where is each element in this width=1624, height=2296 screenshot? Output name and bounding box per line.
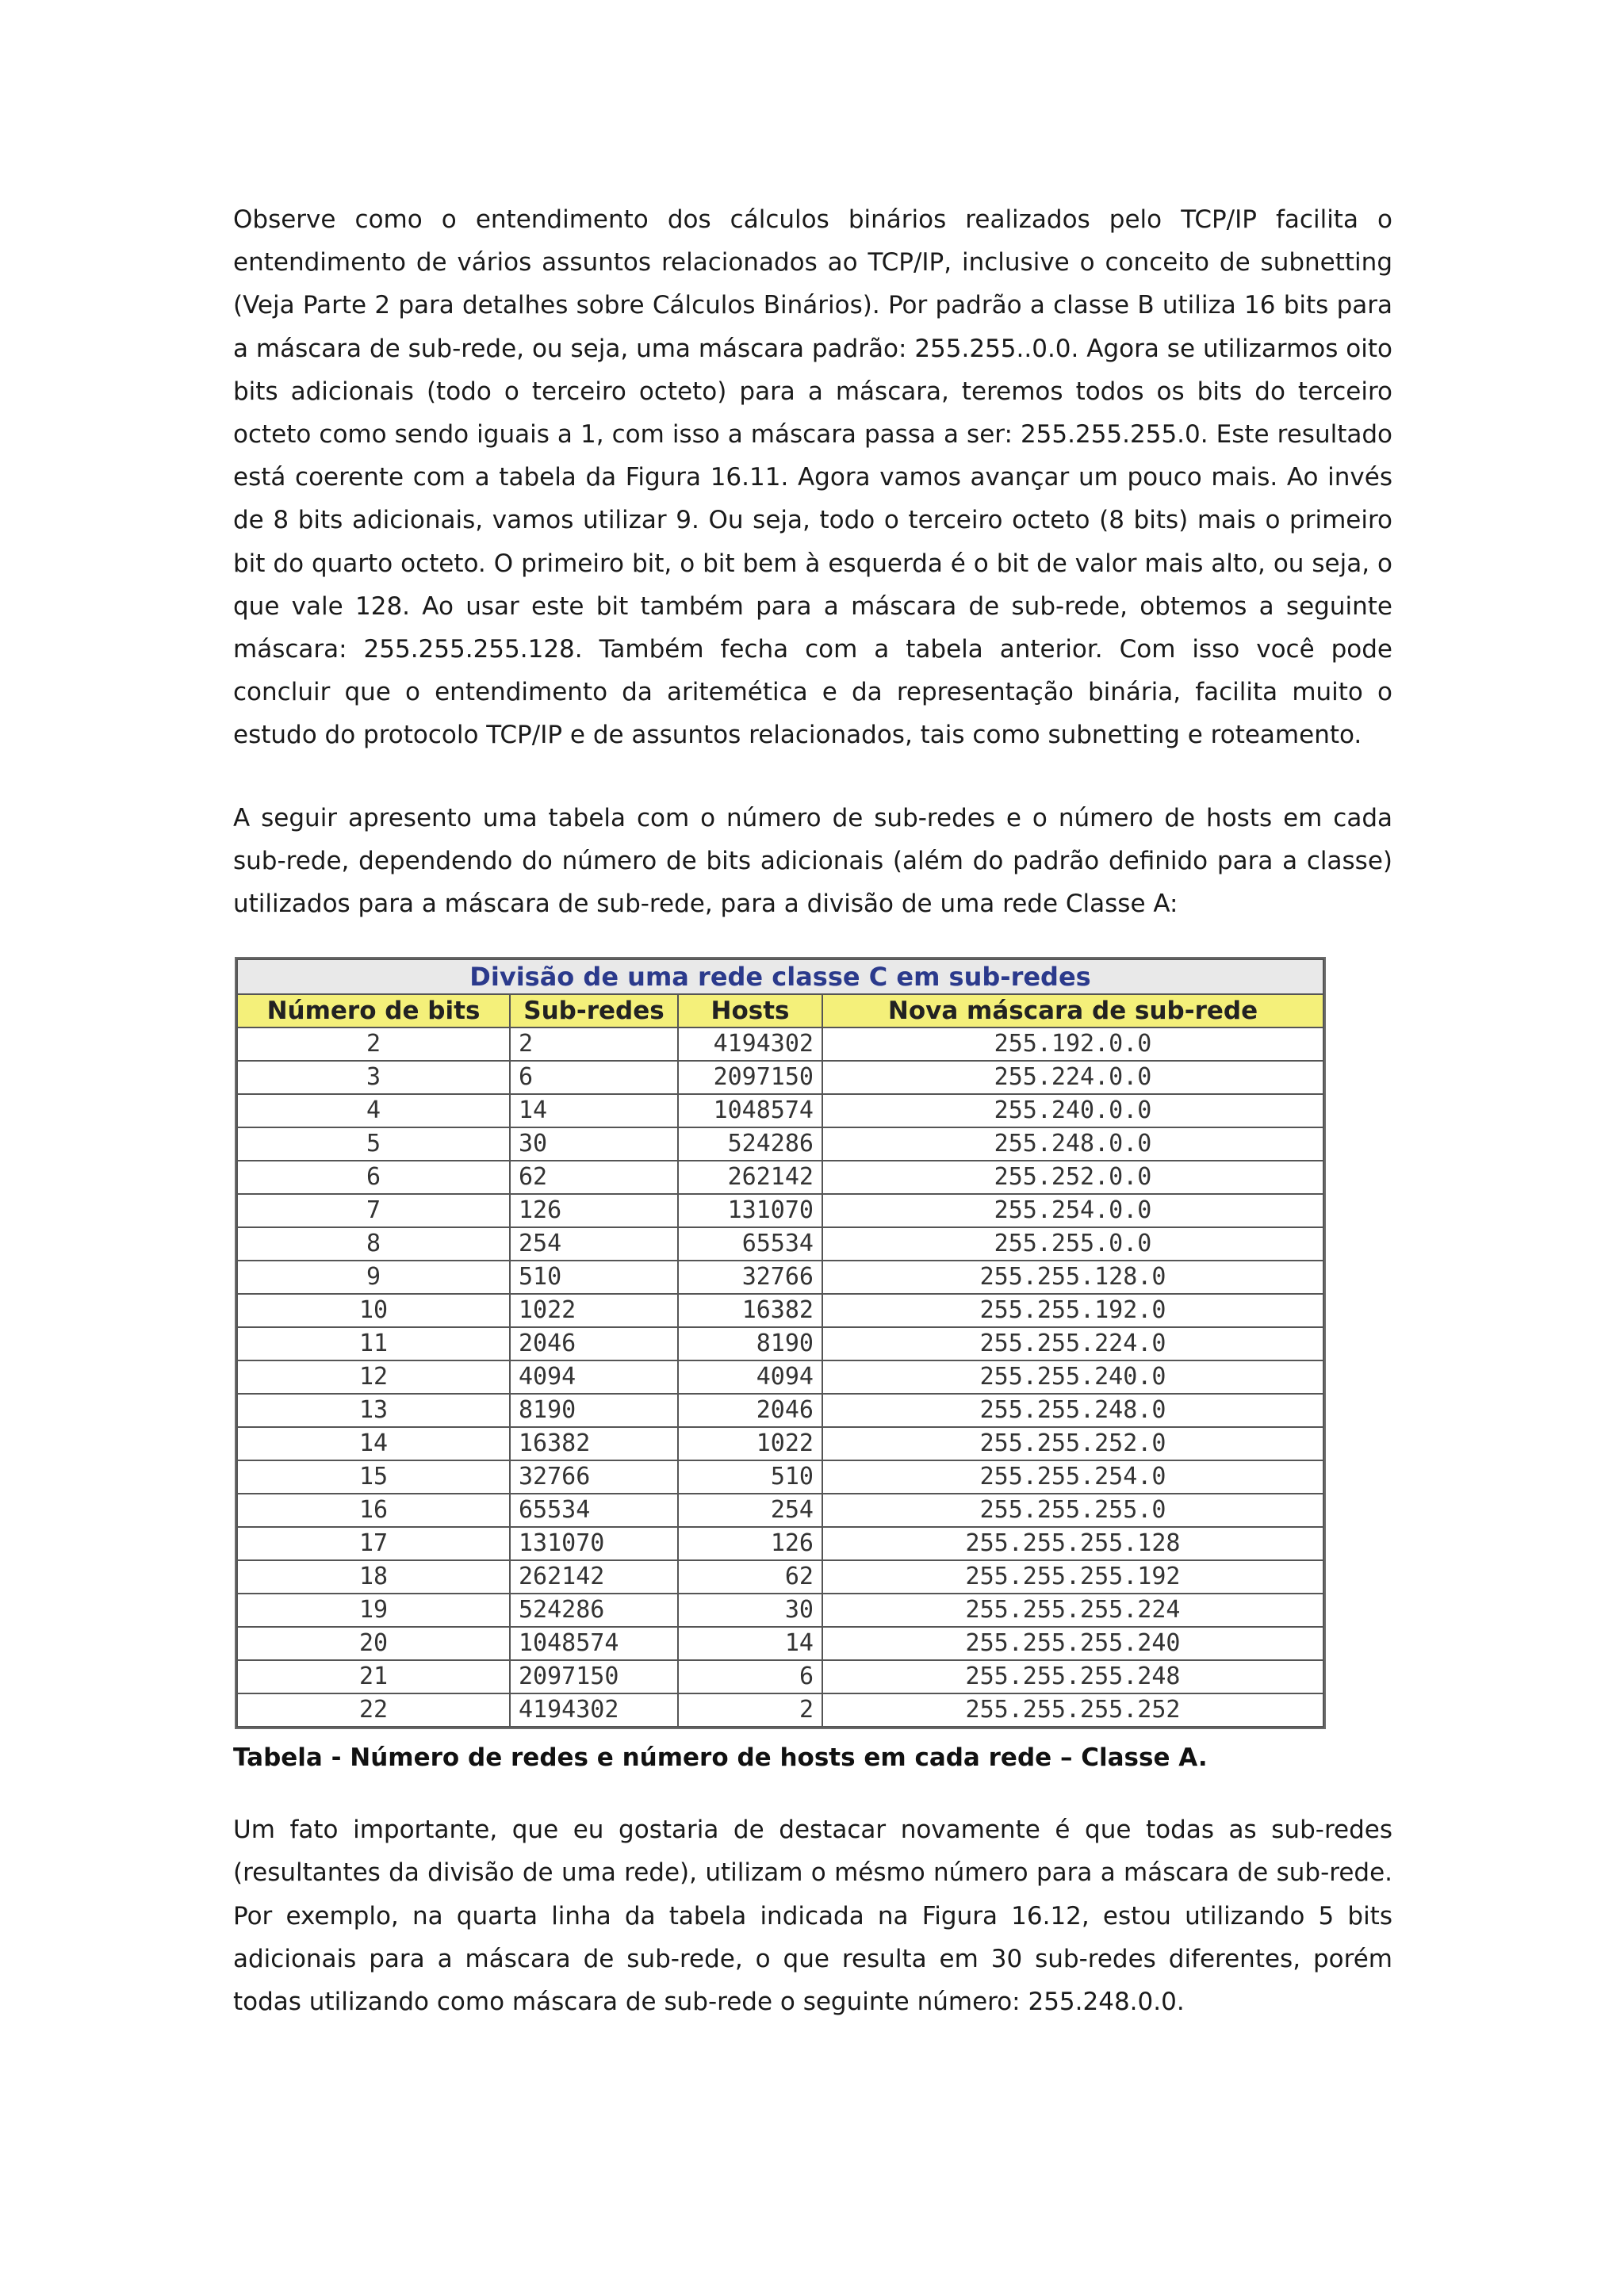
table-row — [237, 1327, 1323, 1360]
cell-subnets: 62 — [510, 1161, 678, 1194]
cell-subnets: 4194302 — [510, 1693, 678, 1727]
table-row — [237, 1527, 1323, 1560]
table-row — [237, 1560, 1323, 1594]
cell-hosts: 1022 — [678, 1427, 822, 1460]
cell-subnets: 2046 — [510, 1327, 678, 1360]
cell-subnets: 6 — [510, 1061, 678, 1094]
table-row — [237, 1027, 1323, 1061]
document-page — [233, 198, 1392, 2023]
cell-bits: 8 — [237, 1227, 510, 1261]
header-hosts: Hosts — [678, 994, 822, 1027]
cell-mask: 255.255.128.0 — [822, 1261, 1323, 1294]
cell-subnets: 2 — [510, 1027, 678, 1061]
table-row — [237, 1194, 1323, 1227]
cell-subnets: 262142 — [510, 1560, 678, 1594]
cell-hosts: 1048574 — [678, 1094, 822, 1127]
cell-mask: 255.255.255.128 — [822, 1527, 1323, 1560]
cell-bits: 16 — [237, 1494, 510, 1527]
table-row — [237, 1360, 1323, 1394]
cell-subnets: 131070 — [510, 1527, 678, 1560]
table-row — [237, 1294, 1323, 1327]
table-row — [237, 1261, 1323, 1294]
cell-mask: 255.255.224.0 — [822, 1327, 1323, 1360]
header-mask: Nova máscara de sub-rede — [822, 994, 1323, 1027]
cell-hosts: 131070 — [678, 1194, 822, 1227]
cell-bits: 17 — [237, 1527, 510, 1560]
cell-subnets: 8190 — [510, 1394, 678, 1427]
cell-bits: 21 — [237, 1660, 510, 1693]
table-caption: Tabela - Número de redes e número de hosts em cada rede – Classe A. — [233, 1743, 1208, 1773]
cell-bits: 3 — [237, 1061, 510, 1094]
table-row — [237, 1693, 1323, 1727]
cell-bits: 5 — [237, 1127, 510, 1161]
cell-subnets: 1048574 — [510, 1627, 678, 1660]
cell-bits: 4 — [237, 1094, 510, 1127]
cell-subnets: 126 — [510, 1194, 678, 1227]
cell-bits: 15 — [237, 1460, 510, 1494]
cell-hosts: 65534 — [678, 1227, 822, 1261]
cell-mask: 255.255.255.248 — [822, 1660, 1323, 1693]
paragraph-conclusion: Um fato importante, que eu gostaria de destacar novamente é que todas as sub-redes (resultantes da divisão de uma rede), utilizam o mésmo número para a máscara de sub-rede. Por exemplo, na quarta linha da tabela indicada na Figura 16.12, estou utilizando 5 bits adicionais para a máscara de sub-rede, o que resulta em 30 sub-redes diferentes, porém todas utilizando como máscara de sub-rede o seguinte número: 255.248.0.0. — [233, 1816, 1392, 2017]
cell-subnets: 14 — [510, 1094, 678, 1127]
cell-mask: 255.255.254.0 — [822, 1460, 1323, 1494]
table-header-row — [237, 994, 1323, 1027]
cell-subnets: 254 — [510, 1227, 678, 1261]
cell-bits: 18 — [237, 1560, 510, 1594]
table-row — [237, 1394, 1323, 1427]
cell-subnets: 524286 — [510, 1594, 678, 1627]
cell-mask: 255.255.0.0 — [822, 1227, 1323, 1261]
cell-mask: 255.240.0.0 — [822, 1094, 1323, 1127]
cell-mask: 255.255.255.252 — [822, 1693, 1323, 1727]
cell-mask: 255.254.0.0 — [822, 1194, 1323, 1227]
cell-hosts: 4094 — [678, 1360, 822, 1394]
table-row — [237, 1460, 1323, 1494]
cell-hosts: 262142 — [678, 1161, 822, 1194]
cell-mask: 255.255.192.0 — [822, 1294, 1323, 1327]
cell-bits: 2 — [237, 1027, 510, 1061]
cell-mask: 255.224.0.0 — [822, 1061, 1323, 1094]
cell-subnets: 4094 — [510, 1360, 678, 1394]
paragraph-table-intro: A seguir apresento uma tabela com o número de sub-redes e o número de hosts em cada sub-rede, dependendo do número de bits adicionais (além do padrão definido para a classe) utilizados para a máscara de sub-rede, para a divisão de uma rede Classe A: — [233, 803, 1392, 919]
table-row — [237, 1061, 1323, 1094]
cell-hosts: 126 — [678, 1527, 822, 1560]
cell-bits: 19 — [237, 1594, 510, 1627]
cell-mask: 255.252.0.0 — [822, 1161, 1323, 1194]
cell-hosts: 2097150 — [678, 1061, 822, 1094]
table-title: Divisão de uma rede classe C em sub-redes — [236, 959, 1324, 993]
cell-hosts: 16382 — [678, 1294, 822, 1327]
cell-bits: 9 — [237, 1261, 510, 1294]
cell-bits: 14 — [237, 1427, 510, 1460]
cell-hosts: 6 — [678, 1660, 822, 1693]
cell-hosts: 62 — [678, 1560, 822, 1594]
table-row — [237, 1594, 1323, 1627]
cell-mask: 255.255.255.0 — [822, 1494, 1323, 1527]
cell-mask: 255.255.255.240 — [822, 1627, 1323, 1660]
subnet-table-figure — [235, 957, 1326, 1729]
cell-subnets: 65534 — [510, 1494, 678, 1527]
table-row — [237, 1127, 1323, 1161]
cell-mask: 255.255.240.0 — [822, 1360, 1323, 1394]
cell-subnets: 32766 — [510, 1460, 678, 1494]
table-row — [237, 1427, 1323, 1460]
table-row — [237, 1660, 1323, 1693]
cell-hosts: 524286 — [678, 1127, 822, 1161]
cell-subnets: 30 — [510, 1127, 678, 1161]
cell-hosts: 30 — [678, 1594, 822, 1627]
cell-bits: 10 — [237, 1294, 510, 1327]
cell-hosts: 4194302 — [678, 1027, 822, 1061]
cell-bits: 6 — [237, 1161, 510, 1194]
table-row — [237, 1161, 1323, 1194]
cell-hosts: 2046 — [678, 1394, 822, 1427]
cell-hosts: 510 — [678, 1460, 822, 1494]
cell-bits: 13 — [237, 1394, 510, 1427]
table-row — [237, 1494, 1323, 1527]
table-body — [237, 1027, 1323, 1727]
table-row — [237, 1094, 1323, 1127]
cell-subnets: 510 — [510, 1261, 678, 1294]
cell-bits: 22 — [237, 1693, 510, 1727]
cell-bits: 20 — [237, 1627, 510, 1660]
cell-subnets: 2097150 — [510, 1660, 678, 1693]
cell-hosts: 2 — [678, 1693, 822, 1727]
cell-bits: 7 — [237, 1194, 510, 1227]
cell-hosts: 8190 — [678, 1327, 822, 1360]
subnet-table — [236, 959, 1324, 1728]
cell-mask: 255.255.252.0 — [822, 1427, 1323, 1460]
cell-mask: 255.192.0.0 — [822, 1027, 1323, 1061]
cell-hosts: 32766 — [678, 1261, 822, 1294]
cell-mask: 255.248.0.0 — [822, 1127, 1323, 1161]
cell-bits: 12 — [237, 1360, 510, 1394]
cell-bits: 11 — [237, 1327, 510, 1360]
cell-hosts: 254 — [678, 1494, 822, 1527]
table-row — [237, 1227, 1323, 1261]
cell-hosts: 14 — [678, 1627, 822, 1660]
header-bits: Número de bits — [237, 994, 510, 1027]
table-row — [237, 1627, 1323, 1660]
cell-subnets: 16382 — [510, 1427, 678, 1460]
cell-mask: 255.255.255.192 — [822, 1560, 1323, 1594]
cell-subnets: 1022 — [510, 1294, 678, 1327]
header-subnets: Sub-redes — [510, 994, 678, 1027]
cell-mask: 255.255.255.224 — [822, 1594, 1323, 1627]
cell-mask: 255.255.248.0 — [822, 1394, 1323, 1427]
paragraph-subnetting-explanation: Observe como o entendimento dos cálculos binários realizados pelo TCP/IP facilita o entendimento de vários assuntos relacionados ao TCP/IP, inclusive o conceito de subnetting (Veja Parte 2 para detalhes sobre Cálculos Binários). Por padrão a classe B utiliza 16 bits para a máscara de sub-rede, ou seja, uma máscara padrão: 255.255..0.0. Agora se utilizarmos oito bits adicionais (todo o terceiro octeto) para a máscara, teremos todos os bits do terceiro octeto como sendo iguais a 1, com isso a máscara passa a ser: 255.255.255.0. Este resultado está coerente com a tabela da Figura 16.11. Agora vamos avançar um pouco mais. Ao invés de 8 bits adicionais, vamos utilizar 9. Ou seja, todo o terceiro octeto (8 bits) mais o primeiro bit do quarto octeto. O primeiro bit, o bit bem à esquerda é o bit de valor mais alto, ou seja, o que vale 128. Ao usar este bit também para a máscara de sub-rede, obtemos a seguinte máscara: 255.255.255.128. Também fecha com a tabela anterior. Com isso você pode concluir que o entendimento da aritemética e da representação binária, facilita muito o estudo do protocolo TCP/IP e de assuntos relacionados, tais como subnetting e roteamento. — [233, 205, 1392, 750]
